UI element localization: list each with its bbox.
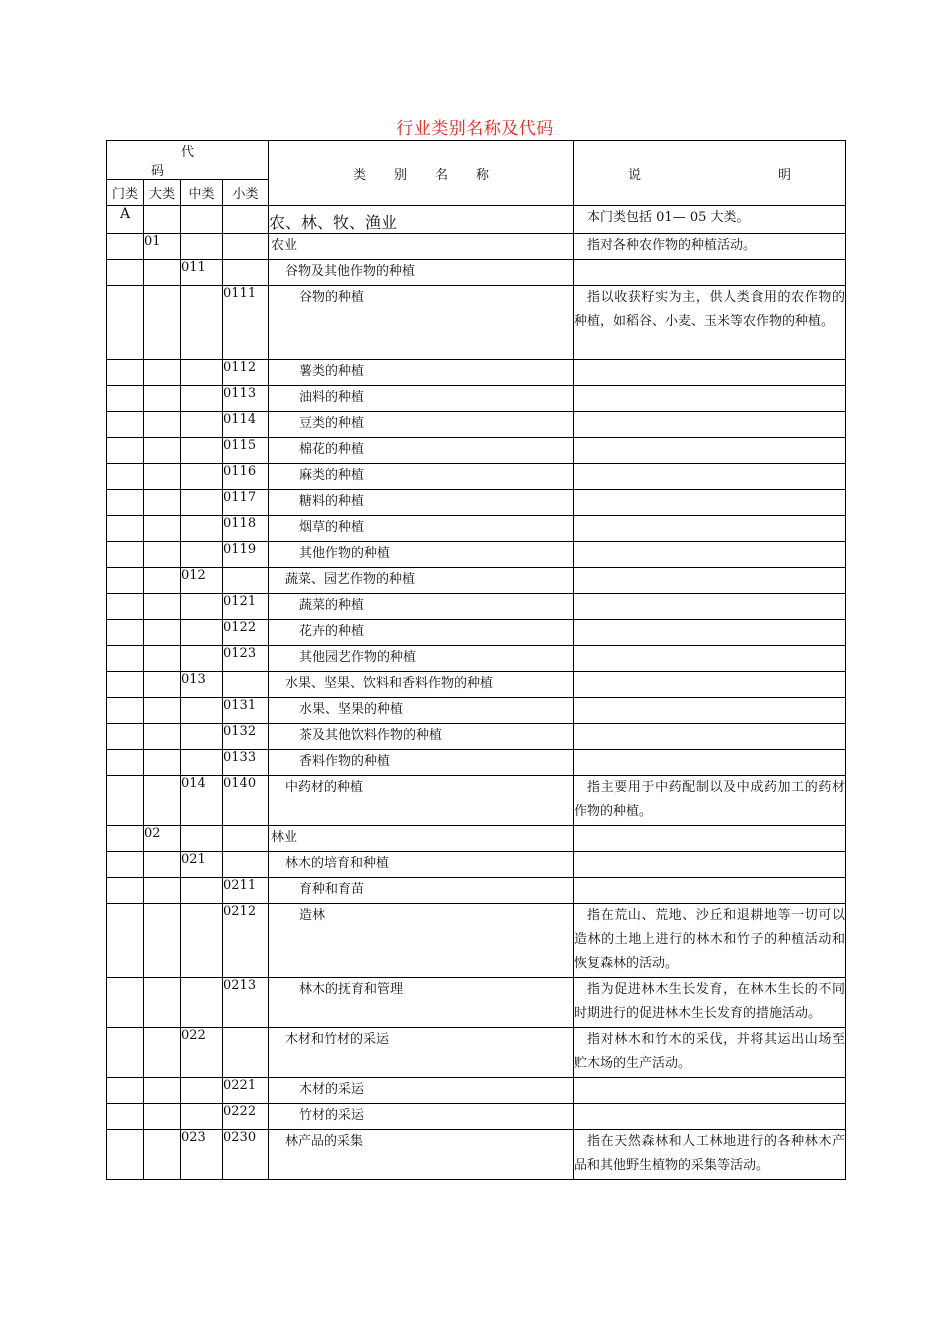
description-text: 指在荒山、荒地、沙丘和退耕地等一切可以造林的土地上进行的林木和竹子的种植活动和恢复森林的活动。 [574, 908, 846, 971]
minor-code-cell: 0122 [223, 620, 269, 646]
gate-code-cell [107, 1028, 144, 1078]
mid-code-cell [181, 412, 223, 438]
header-major: 大类 [144, 180, 181, 206]
minor-code-cell: 0121 [223, 594, 269, 620]
category-name-cell: 烟草的种植 [269, 516, 574, 542]
description-text: 本门类包括 01— 05 大类。 [587, 210, 750, 225]
description-cell [574, 360, 846, 386]
table-row [107, 412, 846, 438]
minor-code-cell: 0213 [223, 978, 269, 1028]
mid-code-cell [181, 1078, 223, 1104]
gate-code-cell [107, 852, 144, 878]
minor-code-cell [223, 206, 269, 234]
minor-code-cell [223, 260, 269, 286]
gate-code-cell [107, 1104, 144, 1130]
industry-code-table [106, 140, 846, 1180]
category-name-cell: 棉花的种植 [269, 438, 574, 464]
category-name-cell: 豆类的种植 [269, 412, 574, 438]
table-row [107, 360, 846, 386]
header-gate: 门类 [107, 180, 144, 206]
category-name-cell: 蔬菜、园艺作物的种植 [269, 568, 574, 594]
major-code-cell [144, 1130, 181, 1180]
description-cell [574, 1104, 846, 1130]
table-row [107, 386, 846, 412]
category-name-cell: 油料的种植 [269, 386, 574, 412]
major-code-cell [144, 260, 181, 286]
table-row [107, 260, 846, 286]
table-row [107, 490, 846, 516]
major-code-cell [144, 646, 181, 672]
minor-code-cell [223, 568, 269, 594]
mid-code-cell [181, 750, 223, 776]
minor-code-cell: 0140 [223, 776, 269, 826]
mid-code-cell [181, 360, 223, 386]
minor-code-cell: 0123 [223, 646, 269, 672]
major-code-cell [144, 490, 181, 516]
gate-code-cell [107, 516, 144, 542]
gate-code-cell [107, 1130, 144, 1180]
description-cell [574, 568, 846, 594]
description-cell [574, 826, 846, 852]
gate-code-cell: A [107, 206, 144, 234]
category-name-cell: 林业 [269, 826, 574, 852]
minor-code-cell: 0212 [223, 904, 269, 978]
category-name-cell: 林产品的采集 [269, 1130, 574, 1180]
description-cell [574, 978, 846, 1028]
description-cell [574, 286, 846, 360]
minor-code-cell: 0118 [223, 516, 269, 542]
table-row [107, 1104, 846, 1130]
gate-code-cell [107, 878, 144, 904]
category-name-cell: 谷物的种植 [269, 286, 574, 360]
table-row [107, 978, 846, 1028]
category-name-cell: 育种和育苗 [269, 878, 574, 904]
gate-code-cell [107, 438, 144, 464]
minor-code-cell [223, 672, 269, 698]
major-code-cell [144, 852, 181, 878]
gate-code-cell [107, 412, 144, 438]
table-row [107, 594, 846, 620]
major-code-cell [144, 594, 181, 620]
table-row [107, 878, 846, 904]
category-name-cell: 其他作物的种植 [269, 542, 574, 568]
table-row [107, 234, 846, 260]
gate-code-cell [107, 464, 144, 490]
description-cell [574, 206, 846, 234]
mid-code-cell [181, 234, 223, 260]
description-cell [574, 1130, 846, 1180]
category-name-cell: 木材和竹材的采运 [269, 1028, 574, 1078]
description-cell [574, 776, 846, 826]
description-cell [574, 516, 846, 542]
description-cell [574, 750, 846, 776]
mid-code-cell [181, 490, 223, 516]
major-code-cell [144, 542, 181, 568]
mid-code-cell [181, 826, 223, 852]
description-cell [574, 542, 846, 568]
mid-code-cell [181, 620, 223, 646]
description-text: 指为促进林木生长发育，在林木生长的不同时期进行的促进林木生长发育的措施活动。 [574, 982, 846, 1021]
minor-code-cell: 0131 [223, 698, 269, 724]
gate-code-cell [107, 594, 144, 620]
minor-code-cell [223, 234, 269, 260]
category-name-cell: 水果、坚果的种植 [269, 698, 574, 724]
mid-code-cell [181, 594, 223, 620]
description-cell [574, 672, 846, 698]
minor-code-cell [223, 852, 269, 878]
table-row [107, 516, 846, 542]
table-row [107, 568, 846, 594]
description-cell [574, 412, 846, 438]
description-cell [574, 1028, 846, 1078]
table-row [107, 206, 846, 234]
major-code-cell [144, 412, 181, 438]
minor-code-cell: 0222 [223, 1104, 269, 1130]
mid-code-cell [181, 698, 223, 724]
major-code-cell [144, 620, 181, 646]
major-code-cell: 01 [144, 234, 181, 260]
major-code-cell [144, 386, 181, 412]
table-row [107, 1028, 846, 1078]
description-cell [574, 698, 846, 724]
minor-code-cell: 0113 [223, 386, 269, 412]
table-row [107, 698, 846, 724]
page-title: 行业类别名称及代码 [396, 119, 554, 139]
category-name-cell: 林木的培育和种植 [269, 852, 574, 878]
mid-code-cell [181, 286, 223, 360]
description-cell [574, 852, 846, 878]
description-text: 指对各种农作物的种植活动。 [587, 238, 757, 253]
minor-code-cell: 0133 [223, 750, 269, 776]
gate-code-cell [107, 360, 144, 386]
desc-header: 说 明 [574, 141, 846, 206]
name-header: 类别名称 [269, 141, 574, 206]
minor-code-cell: 0221 [223, 1078, 269, 1104]
mid-code-cell: 013 [181, 672, 223, 698]
mid-code-cell [181, 724, 223, 750]
mid-code-cell: 012 [181, 568, 223, 594]
major-code-cell [144, 672, 181, 698]
description-cell [574, 1078, 846, 1104]
description-cell [574, 386, 846, 412]
description-text: 指对林木和竹木的采伐，并将其运出山场至贮木场的生产活动。 [574, 1032, 846, 1071]
major-code-cell [144, 978, 181, 1028]
major-code-cell [144, 904, 181, 978]
table-row [107, 620, 846, 646]
header-mid: 中类 [181, 180, 223, 206]
minor-code-cell: 0119 [223, 542, 269, 568]
minor-code-cell: 0115 [223, 438, 269, 464]
mid-code-cell [181, 464, 223, 490]
major-code-cell [144, 360, 181, 386]
major-code-cell [144, 286, 181, 360]
minor-code-cell: 0132 [223, 724, 269, 750]
gate-code-cell [107, 776, 144, 826]
gate-code-cell [107, 978, 144, 1028]
table-row [107, 826, 846, 852]
category-name-cell: 竹材的采运 [269, 1104, 574, 1130]
gate-code-cell [107, 286, 144, 360]
major-code-cell [144, 1028, 181, 1078]
category-name-cell: 水果、坚果、饮料和香料作物的种植 [269, 672, 574, 698]
mid-code-cell [181, 206, 223, 234]
header-minor: 小类 [223, 180, 269, 206]
minor-code-cell: 0211 [223, 878, 269, 904]
description-cell [574, 490, 846, 516]
gate-code-cell [107, 386, 144, 412]
gate-code-cell [107, 542, 144, 568]
gate-code-cell [107, 620, 144, 646]
category-name-cell: 其他园艺作物的种植 [269, 646, 574, 672]
major-code-cell [144, 1104, 181, 1130]
table-row [107, 904, 846, 978]
category-name-cell: 林木的抚育和管理 [269, 978, 574, 1028]
description-cell [574, 646, 846, 672]
description-cell [574, 724, 846, 750]
table-row [107, 852, 846, 878]
minor-code-cell: 0112 [223, 360, 269, 386]
category-name-cell: 中药材的种植 [269, 776, 574, 826]
header-row-top [107, 141, 846, 180]
mid-code-cell [181, 516, 223, 542]
table-row [107, 1078, 846, 1104]
major-code-cell: 02 [144, 826, 181, 852]
major-code-cell [144, 464, 181, 490]
gate-code-cell [107, 672, 144, 698]
major-code-cell [144, 516, 181, 542]
minor-code-cell: 0111 [223, 286, 269, 360]
major-code-cell [144, 776, 181, 826]
table-row [107, 724, 846, 750]
gate-code-cell [107, 904, 144, 978]
table-row [107, 750, 846, 776]
category-name-cell: 麻类的种植 [269, 464, 574, 490]
major-code-cell [144, 568, 181, 594]
mid-code-cell: 011 [181, 260, 223, 286]
minor-code-cell: 0230 [223, 1130, 269, 1180]
gate-code-cell [107, 698, 144, 724]
category-name-cell: 薯类的种植 [269, 360, 574, 386]
mid-code-cell [181, 386, 223, 412]
gate-code-cell [107, 568, 144, 594]
category-name-cell: 造林 [269, 904, 574, 978]
minor-code-cell [223, 1028, 269, 1078]
mid-code-cell: 022 [181, 1028, 223, 1078]
table-row [107, 776, 846, 826]
category-name-cell: 农、林、牧、渔业 [269, 206, 574, 234]
major-code-cell [144, 438, 181, 464]
major-code-cell [144, 878, 181, 904]
gate-code-cell [107, 750, 144, 776]
major-code-cell [144, 1078, 181, 1104]
category-name-cell: 农业 [269, 234, 574, 260]
table-row [107, 1130, 846, 1180]
description-text: 指以收获籽实为主，供人类食用的农作物的种植，如稻谷、小麦、玉米等农作物的种植。 [574, 290, 846, 329]
mid-code-cell: 014 [181, 776, 223, 826]
description-cell [574, 878, 846, 904]
category-name-cell: 茶及其他饮料作物的种植 [269, 724, 574, 750]
description-text: 指主要用于中药配制以及中成药加工的药材作物的种植。 [574, 780, 846, 819]
description-text: 指在天然森林和人工林地进行的各种林木产品和其他野生植物的采集等活动。 [574, 1134, 846, 1173]
gate-code-cell [107, 826, 144, 852]
table-row [107, 286, 846, 360]
major-code-cell [144, 724, 181, 750]
mid-code-cell [181, 438, 223, 464]
table-row [107, 438, 846, 464]
category-name-cell: 香料作物的种植 [269, 750, 574, 776]
description-cell [574, 260, 846, 286]
mid-code-cell [181, 542, 223, 568]
table-row [107, 672, 846, 698]
gate-code-cell [107, 234, 144, 260]
gate-code-cell [107, 1078, 144, 1104]
table-row [107, 542, 846, 568]
mid-code-cell [181, 904, 223, 978]
gate-code-cell [107, 490, 144, 516]
gate-code-cell [107, 646, 144, 672]
mid-code-cell [181, 646, 223, 672]
description-cell [574, 594, 846, 620]
category-name-cell: 花卉的种植 [269, 620, 574, 646]
gate-code-cell [107, 724, 144, 750]
category-name-cell: 木材的采运 [269, 1078, 574, 1104]
description-cell [574, 904, 846, 978]
minor-code-cell: 0117 [223, 490, 269, 516]
description-cell [574, 234, 846, 260]
minor-code-cell [223, 826, 269, 852]
minor-code-cell: 0116 [223, 464, 269, 490]
mid-code-cell: 021 [181, 852, 223, 878]
major-code-cell [144, 698, 181, 724]
minor-code-cell: 0114 [223, 412, 269, 438]
major-code-cell [144, 206, 181, 234]
mid-code-cell [181, 878, 223, 904]
mid-code-cell: 023 [181, 1130, 223, 1180]
description-cell [574, 438, 846, 464]
mid-code-cell [181, 1104, 223, 1130]
major-code-cell [144, 750, 181, 776]
description-cell [574, 464, 846, 490]
table-row [107, 464, 846, 490]
gate-code-cell [107, 260, 144, 286]
category-name-cell: 糖料的种植 [269, 490, 574, 516]
category-name-cell: 谷物及其他作物的种植 [269, 260, 574, 286]
table-row [107, 646, 846, 672]
code-header: 代码 [107, 141, 269, 180]
mid-code-cell [181, 978, 223, 1028]
description-cell [574, 620, 846, 646]
category-name-cell: 蔬菜的种植 [269, 594, 574, 620]
